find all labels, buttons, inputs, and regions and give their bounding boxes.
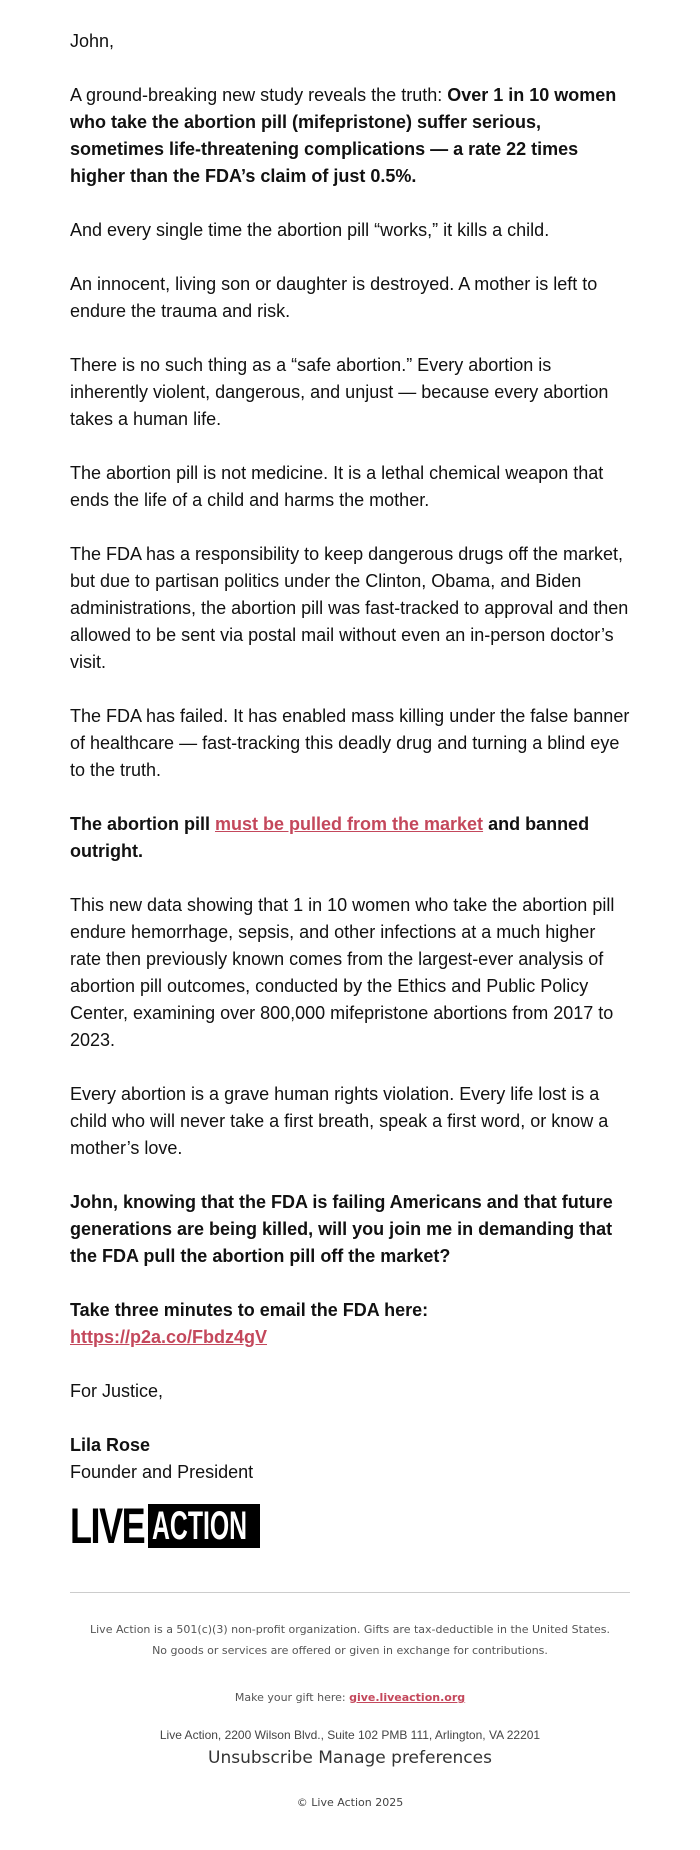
paragraph-study-intro: A ground-breaking new study reveals the truth: <box>70 85 448 105</box>
footer-address: Live Action, 2200 Wilson Blvd., Suite 102 PMB 111, Arlington, VA 22201 <box>159 1728 541 1742</box>
paragraph-human-rights: Every abortion is a grave human rights violation. Every life lost is a child who will never take a first breath, speak a first word, or know a mother’s love. <box>70 1084 609 1158</box>
gift-label: Make your gift here: <box>234 1691 350 1704</box>
email-fda-link[interactable]: https://p2a.co/Fbdz4gV <box>70 1327 268 1347</box>
paragraph-no-safe-abortion: There is no such thing as a “safe abortion.” Every abortion is inherently violent, dangerous, and unjust — because every abortion takes a human life. <box>70 355 609 429</box>
logo-word-action: ACTION <box>152 1504 248 1548</box>
footer-gift <box>0 1688 700 1708</box>
footer-links <box>0 1748 700 1768</box>
pull-from-market-link[interactable]: must be pulled from the market <box>215 814 484 834</box>
pull-pill-after: and banned outright. <box>70 814 590 861</box>
disclaimer-line-2: No goods or services are offered or given in exchange for contributions. <box>152 1644 548 1657</box>
signoff: For Justice, <box>70 1381 164 1401</box>
paragraph-study <box>70 82 630 190</box>
paragraph-study-bold: Over 1 in 10 women who take the abortion pill (mifepristone) suffer serious, sometimes life-threatening complications — a rate 22 times higher than the FDA’s claim of just 0.5%. <box>70 85 617 186</box>
live-action-logo <box>70 1498 630 1554</box>
paragraph-pill-works: And every single time the abortion pill “works,” it kills a child. <box>70 220 550 240</box>
unsubscribe-link[interactable]: Unsubscribe <box>208 1748 313 1768</box>
pull-pill-before: The abortion pill <box>70 814 215 834</box>
signer-name: Lila Rose <box>70 1435 151 1455</box>
paragraph-pull-pill <box>70 811 630 865</box>
paragraph-join-me: John, knowing that the FDA is failing Americans and that future generations are being killed, will you join me in demanding that the FDA pull the abortion pill off the market? <box>70 1192 613 1266</box>
cta-text: Take three minutes to email the FDA here: <box>70 1300 429 1320</box>
email-body <box>70 0 630 1554</box>
paragraph-new-data: This new data showing that 1 in 10 women who take the abortion pill endure hemorrhage, sepsis, and other infections at a much higher rate then previously known comes from the largest-ever analysis of abortion pill outcomes, conducted by the Ethics and Public Policy Center, examining over 800,000 mifepristone abortions from 2017 to 2023. <box>70 895 615 1050</box>
paragraph-fda-failed: The FDA has failed. It has enabled mass killing under the false banner of healthcare — fast-tracking this deadly drug and turning a blind eye to the truth. <box>70 706 630 780</box>
footer <box>0 1619 700 1809</box>
paragraph-fda-responsibility: The FDA has a responsibility to keep dangerous drugs off the market, but due to partisan politics under the Clinton, Obama, and Biden administrations, the abortion pill was fast-tracked to approval and then allowed to be sent via postal mail without even an in-person doctor’s visit. <box>70 544 629 672</box>
paragraph-innocent: An innocent, living son or daughter is destroyed. A mother is left to endure the trauma and risk. <box>70 274 598 321</box>
manage-preferences-link[interactable]: Manage preferences <box>318 1748 492 1768</box>
footer-copyright: © Live Action 2025 <box>296 1796 404 1809</box>
cta-block <box>70 1297 630 1351</box>
give-link[interactable]: give.liveaction.org <box>349 1691 466 1704</box>
greeting: John, <box>70 31 115 51</box>
logo-word-live: LIVE <box>70 1498 145 1554</box>
logo-word-action-box <box>148 1504 260 1548</box>
footer-divider <box>70 1592 630 1593</box>
signature <box>70 1432 630 1486</box>
disclaimer-line-1: Live Action is a 501(c)(3) non-profit organization. Gifts are tax-deductible in the United States. <box>90 1623 610 1636</box>
footer-disclaimer <box>0 1619 700 1661</box>
paragraph-not-medicine: The abortion pill is not medicine. It is a lethal chemical weapon that ends the life of a child and harms the mother. <box>70 463 604 510</box>
signer-title: Founder and President <box>70 1462 254 1482</box>
